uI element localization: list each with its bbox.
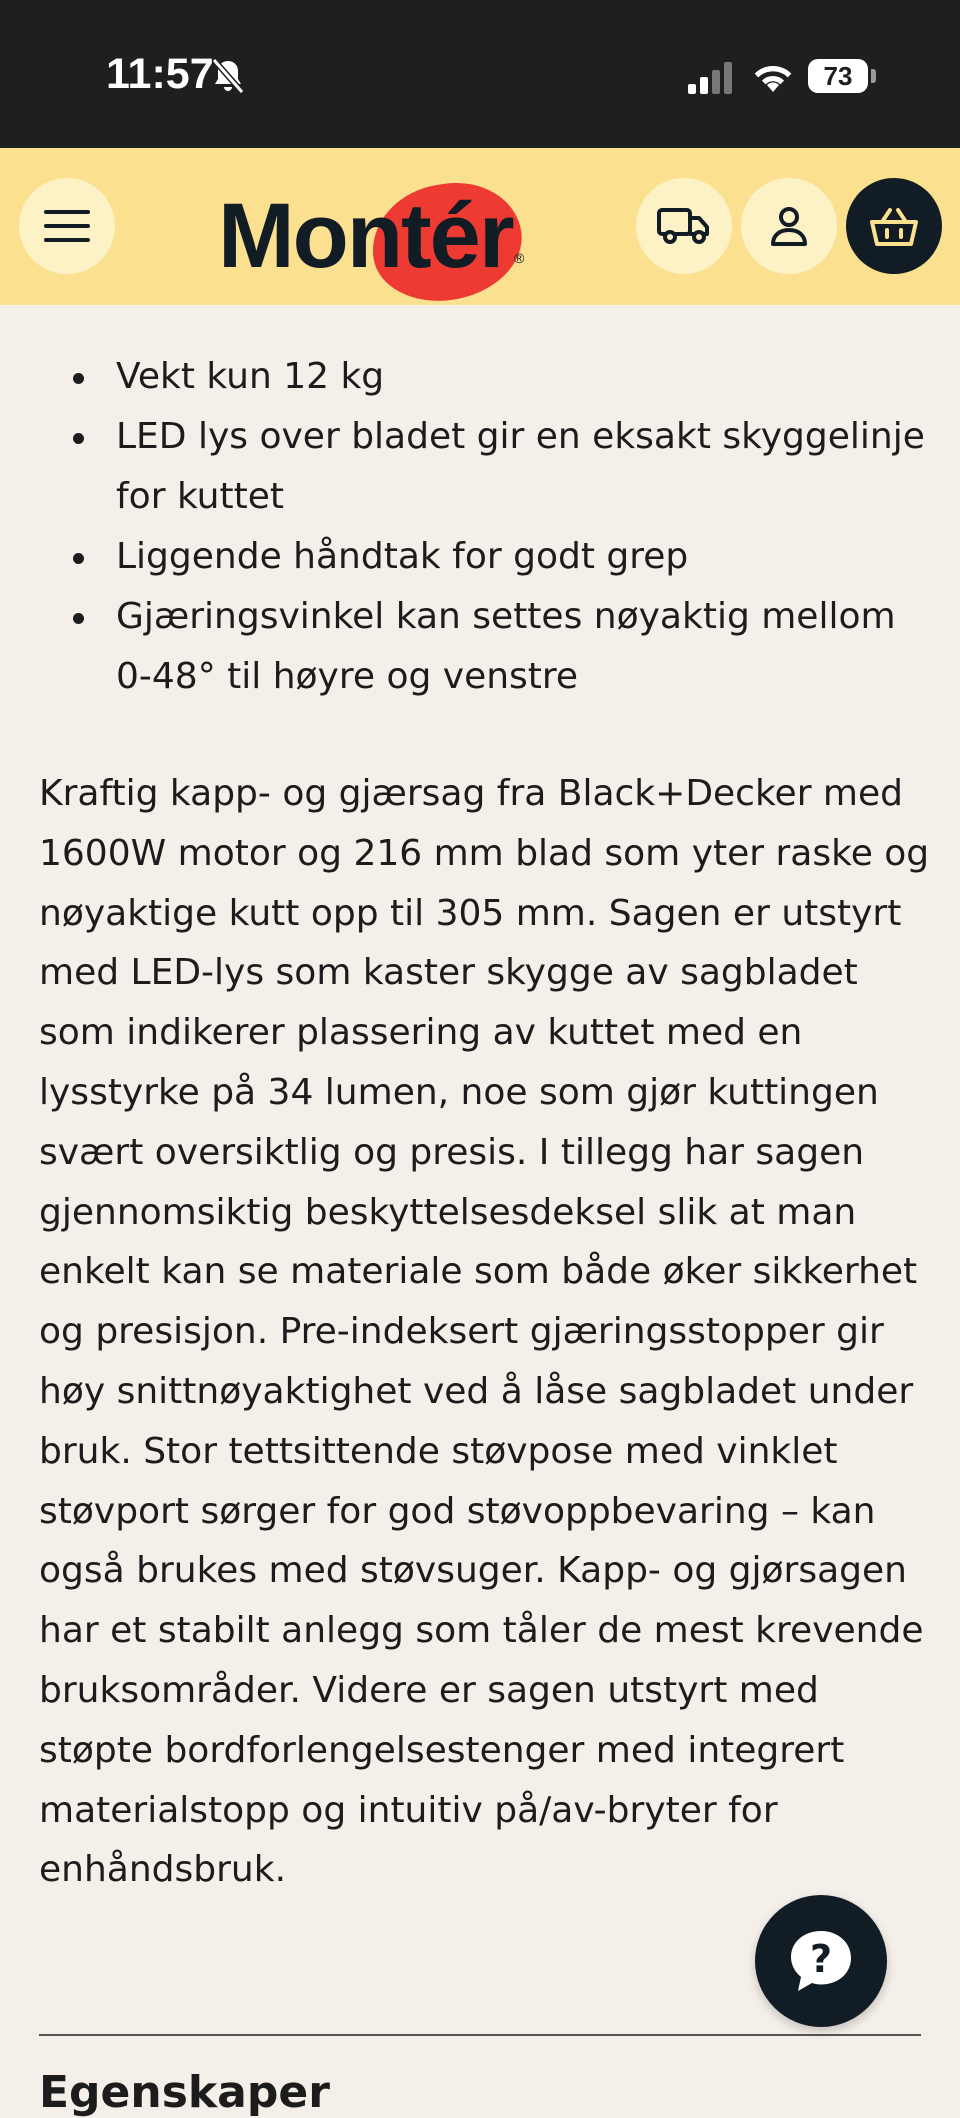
site-header bbox=[0, 148, 960, 305]
menu-icon bbox=[42, 206, 92, 246]
account-button[interactable] bbox=[741, 178, 837, 274]
battery-indicator: 73 bbox=[808, 59, 868, 93]
status-time: 11:57 bbox=[106, 50, 214, 98]
status-bar bbox=[0, 0, 960, 148]
bell-slash-icon bbox=[208, 56, 248, 96]
list-item: Gjæringsvinkel kan settes nøyaktig mellom 0-48° til høyre og venstre bbox=[70, 587, 940, 707]
svg-text:?: ? bbox=[809, 1937, 833, 1981]
signal-icon bbox=[688, 62, 734, 94]
feature-list bbox=[70, 347, 940, 707]
delivery-button[interactable] bbox=[636, 178, 732, 274]
description-paragraph: Kraftig kapp- og gjærsag fra Black+Decker med 1600W motor og 216 mm blad som yter raske og nøyaktige kutt opp til 305 mm. Sagen er utstyrt med LED-lys som kaster skygge av sagbladet som indikerer plassering av kuttet med en lysstyrke på 34 lumen, noe som gjør kuttingen svært oversiktlig og presis. I tillegg har sagen gjennomsiktig beskyttelsesdeksel slik at man enkelt kan se materiale som både øker sikkerhet og presisjon. Pre-indeksert gjæringsstopper gir høy snittnøyaktighet ved å låse sagbladet under bruk. Stor tettsittende støvpose med vinklet støvport sørger for god støvoppbevaring – kan også brukes med støvsuger. Kapp- og gjørsagen har et stabilt anlegg som tåler de mest krevende bruksområder. Videre er sagen utstyrt med støpte bordforlengelsestenger med integrert materialstopp og intuitiv på/av-bryter for enhåndsbruk. bbox=[39, 773, 930, 1891]
list-item: Vekt kun 12 kg bbox=[70, 347, 940, 407]
battery-tip bbox=[871, 69, 876, 83]
basket-icon bbox=[868, 204, 920, 248]
wifi-icon bbox=[752, 58, 794, 92]
logo-text: Montér bbox=[218, 185, 513, 287]
logo[interactable] bbox=[214, 166, 534, 288]
section-divider bbox=[39, 2034, 921, 2036]
question-icon bbox=[787, 1928, 855, 1994]
list-item: Liggende håndtak for godt grep bbox=[70, 527, 940, 587]
help-button[interactable] bbox=[755, 1895, 887, 2027]
section-heading[interactable]: Egenskaper bbox=[39, 2067, 330, 2118]
user-icon bbox=[767, 204, 811, 248]
logo-registered-mark: ® bbox=[514, 250, 525, 266]
truck-icon bbox=[656, 205, 712, 247]
menu-button[interactable] bbox=[19, 178, 115, 274]
cart-button[interactable] bbox=[846, 178, 942, 274]
list-item: LED lys over bladet gir en eksakt skyggelinje for kuttet bbox=[70, 407, 940, 527]
